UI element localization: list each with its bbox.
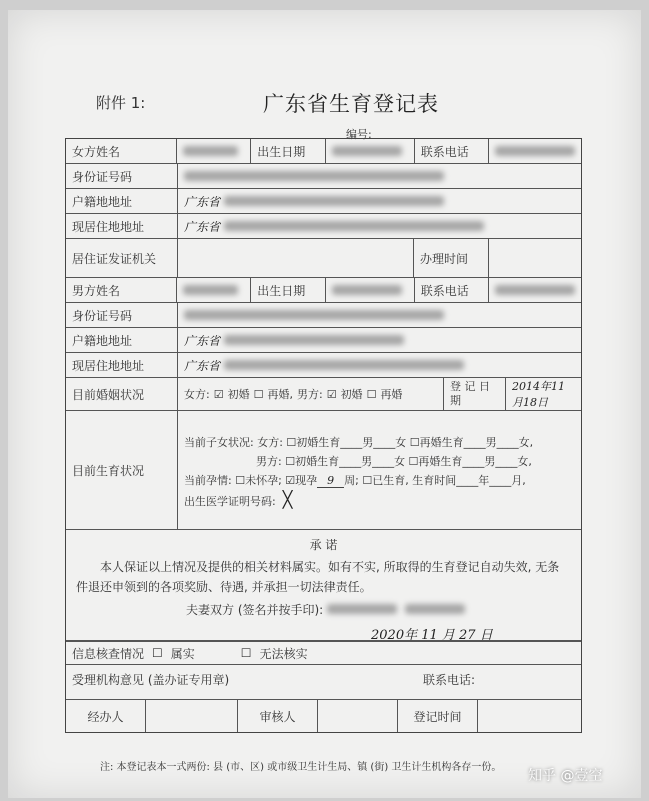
label-reviewer: 审核人 xyxy=(238,700,318,732)
promise-date: 2020年 11 月 27 日 xyxy=(371,628,493,643)
value-female-birth xyxy=(326,139,415,163)
row-female-name xyxy=(66,139,581,164)
value-handle-time xyxy=(489,239,581,277)
value-marital: 女方: ☑ 初婚 ☐ 再婚, 男方: ☑ 初婚 ☐ 再婚 xyxy=(178,378,444,410)
label-female-phone: 联系电话 xyxy=(415,139,489,163)
value-reg-date: 2014年11月18日 xyxy=(512,380,565,409)
value-male-phone xyxy=(489,278,581,302)
value-male-current: 广东省 xyxy=(178,353,581,377)
promise-section xyxy=(66,530,581,641)
label-female-birth: 出生日期 xyxy=(251,139,325,163)
row-marital xyxy=(66,378,581,411)
value-male-id xyxy=(178,303,581,327)
signature-line: 夫妻双方 (签名并按手印): xyxy=(76,601,571,618)
label-opinion-phone: 联系电话: xyxy=(422,673,475,687)
value-reg-time xyxy=(478,700,581,732)
value-female-name xyxy=(177,139,251,163)
value-male-name xyxy=(177,278,251,302)
attachment-label: 附件 1: xyxy=(96,94,146,112)
label-male-name: 男方姓名 xyxy=(66,278,177,302)
row-fertility xyxy=(66,411,581,530)
row-male-household xyxy=(66,328,581,353)
label-handler: 经办人 xyxy=(66,700,146,732)
label-male-id: 身份证号码 xyxy=(66,303,178,327)
value-fertility xyxy=(178,411,581,529)
row-female-id xyxy=(66,164,581,189)
label-reg-time: 登记时间 xyxy=(398,700,478,732)
label-opinion: 受理机构意见 (盖办证专用章) xyxy=(72,673,230,687)
row-female-household xyxy=(66,189,581,214)
label-reg-date: 登 记 日 期 xyxy=(444,378,506,410)
row-male-id xyxy=(66,303,581,328)
value-female-id xyxy=(178,164,581,188)
opinion-info xyxy=(66,665,581,699)
label-male-birth: 出生日期 xyxy=(251,278,325,302)
row-male-current xyxy=(66,353,581,378)
fertility-birth-cert: 出生医学证明号码: ╳ xyxy=(184,490,293,509)
watermark: 知乎 @壹空 xyxy=(528,768,603,784)
label-verify: 信息核查情况 xyxy=(72,646,145,661)
row-footer xyxy=(66,700,581,732)
label-permit-org: 居住证发证机关 xyxy=(66,239,178,277)
fertility-pregnancy: 当前孕情: ☐未怀孕; ☑现孕 9 周; ☐已生育, 生育时间____年____月, xyxy=(184,474,526,487)
label-female-id: 身份证号码 xyxy=(66,164,178,188)
row-opinion xyxy=(66,665,581,700)
value-female-phone xyxy=(489,139,581,163)
value-female-household: 广东省 xyxy=(178,189,581,213)
label-female-current: 现居住地地址 xyxy=(66,214,178,238)
value-reviewer xyxy=(318,700,398,732)
row-permit xyxy=(66,239,581,278)
row-female-current xyxy=(66,214,581,239)
fertility-children-female: 当前子女状况: 女方: ☐初婚生育____男____女 ☐再婚生育____男____女, xyxy=(184,436,534,449)
value-permit-org xyxy=(178,239,414,277)
label-male-current: 现居住地地址 xyxy=(66,353,178,377)
value-female-current: 广东省 xyxy=(178,214,581,238)
promise-title: 承 诺 xyxy=(309,538,338,552)
promise-text: 本人保证以上情况及提供的相关材料属实。如有不实, 所取得的生育登记自动失效, 无条件退还申领到的各项奖励、待遇, 并承担一切法律责任。 xyxy=(76,560,560,594)
form-title: 广东省生育登记表 xyxy=(263,92,439,116)
registration-form xyxy=(65,138,582,733)
fertility-children-male: 男方: ☐初婚生育____男____女 ☐再婚生育____男____女, xyxy=(256,455,532,468)
label-fertility: 目前生育状况 xyxy=(66,411,178,529)
label-female-household: 户籍地地址 xyxy=(66,189,178,213)
footnote: 注: 本登记表本一式两份: 县 (市、区) 或市级卫生计生局、镇 (街) 卫生计生机构各存一份。 xyxy=(100,762,502,773)
verify-info: 信息核查情况 ☐ 属实 ☐ 无法核实 xyxy=(66,642,581,664)
serial-label: 编号: xyxy=(346,128,372,141)
label-male-household: 户籍地地址 xyxy=(66,328,178,352)
label-female-name: 女方姓名 xyxy=(66,139,177,163)
row-male-name xyxy=(66,278,581,303)
label-handle-time: 办理时间 xyxy=(414,239,489,277)
value-male-household: 广东省 xyxy=(178,328,581,352)
label-marital: 目前婚姻状况 xyxy=(66,378,178,410)
label-male-phone: 联系电话 xyxy=(415,278,489,302)
row-verify xyxy=(66,641,581,665)
value-male-birth xyxy=(326,278,415,302)
value-handler xyxy=(146,700,238,732)
